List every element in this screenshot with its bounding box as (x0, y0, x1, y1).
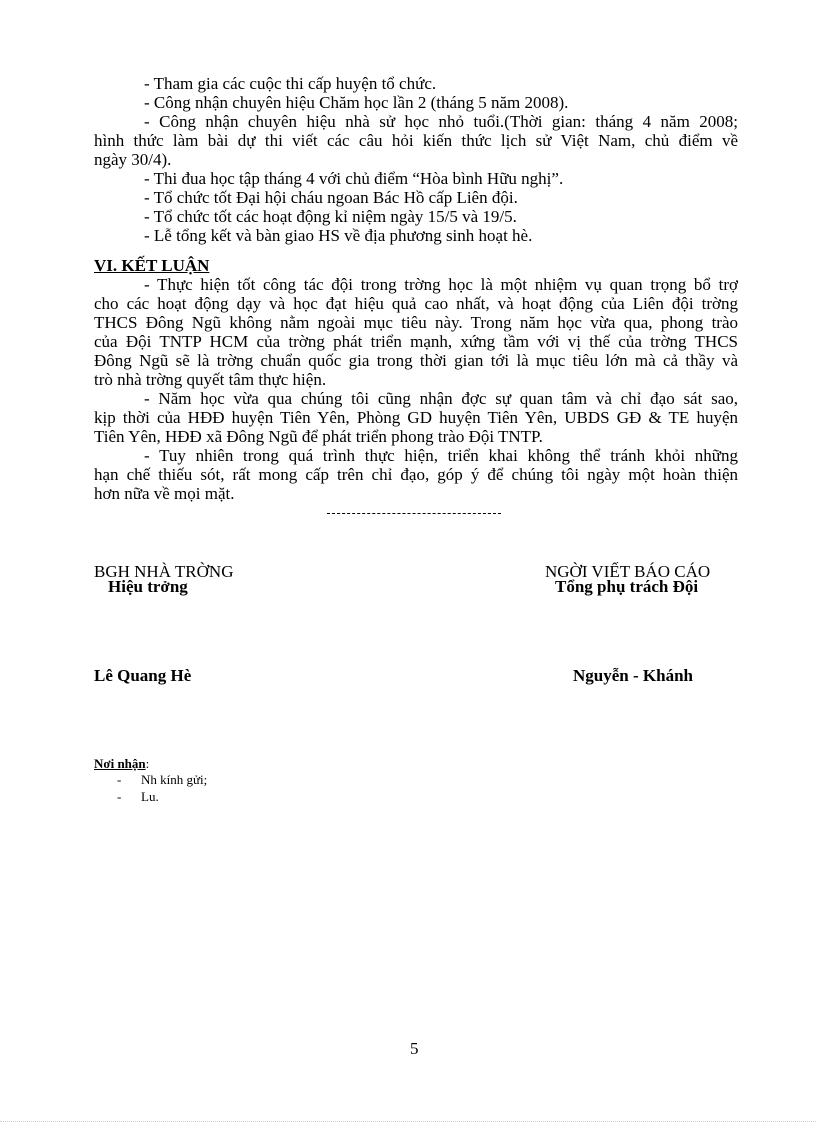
signature-left-title: Hiệu trởng (108, 577, 188, 596)
activity-item: - Công nhận chuyên hiệu Chăm học lần 2 (tháng 5 năm 2008). (144, 93, 569, 112)
conclusion-line: - Tuy nhiên trong quá trình thực hiện, triển khai không thể tránh khỏi những (144, 446, 738, 465)
conclusion-line: hạn chế thiếu sót, rất mong cấp trên chỉ đạo, góp ý để chúng tôi ngày một hoàn thiện (94, 465, 738, 484)
activity-item: - Tham gia các cuộc thi cấp huyện tổ chức. (144, 74, 437, 93)
activity-item: - Tổ chức tốt các hoạt động kỉ niệm ngày 15/5 và 19/5. (144, 207, 517, 226)
signature-right-org: NGỜI VIẾT BÁO CÁO (545, 562, 711, 581)
conclusion-line: kịp thời của HĐĐ huyện Tiên Yên, Phòng GD huyện Tiên Yên, UBDS GĐ & TE huyện (94, 408, 738, 427)
recipients-label: Nơi nhận (94, 756, 146, 771)
conclusion-line: trò nhà trờng quyết tâm thực hiện. (94, 370, 327, 389)
activity-item: - Thi đua học tập tháng 4 với chủ điểm “Hòa bình Hữu nghị”. (144, 169, 564, 188)
recipients-heading (94, 756, 149, 771)
activity-item: - Công nhận chuyên hiệu nhà sử học nhỏ tuổi.(Thời gian: tháng 4 năm 2008; (144, 112, 738, 131)
activity-item-continued: ngày 30/4). (94, 150, 172, 169)
section-divider (327, 513, 501, 514)
conclusion-line: hơn nữa về mọi mặt. (94, 484, 235, 503)
recipients-colon: : (145, 756, 150, 771)
recipient-dash: - (117, 789, 122, 804)
page-number: 5 (410, 1039, 419, 1058)
page-bottom-border (0, 1121, 816, 1122)
conclusion-line: Đông Ngũ sẽ là trờng chuẩn quốc gia trong thời gian tới là mục tiêu lớn mà cả thầy và (94, 351, 738, 370)
section-heading: VI. KẾT LUẬN (94, 256, 210, 275)
signature-left-org: BGH NHÀ TRỜNG (94, 562, 234, 581)
recipient-text: Lu. (141, 789, 159, 804)
conclusion-line: của Đội TNTP HCM của trờng phát triển mạnh, xứng tầm với vị thế của trờng THCS (94, 332, 738, 351)
signature-left-name: Lê Quang Hè (94, 666, 192, 685)
recipient-text: Nh kính gửi; (141, 772, 208, 787)
conclusion-line: - Năm học vừa qua chúng tôi cũng nhận đợc sự quan tâm và chỉ đạo sát sao, (144, 389, 738, 408)
activity-item-continued: hình thức làm bài dự thi viết các câu hỏi kiến thức lịch sử Việt Nam, chủ điểm về (94, 131, 738, 150)
recipient-dash: - (117, 772, 122, 787)
activity-item: - Lễ tổng kết và bàn giao HS về địa phương sinh hoạt hè. (144, 226, 533, 245)
recipient-item (117, 789, 121, 804)
recipient-item (117, 772, 121, 787)
conclusion-line: - Thực hiện tốt công tác đội trong trờng học là một nhiệm vụ quan trọng bổ trợ (144, 275, 738, 294)
conclusion-line: THCS Đông Ngũ không nằm ngoài mục tiêu này. Trong năm học vừa qua, phong trào (94, 313, 738, 332)
conclusion-line: Tiên Yên, HĐĐ xã Đông Ngũ để phát triển phong trào Đội TNTP. (94, 427, 543, 446)
signature-right-name: Nguyễn - Khánh (573, 666, 693, 685)
activity-item: - Tổ chức tốt Đại hội cháu ngoan Bác Hồ cấp Liên đội. (144, 188, 518, 207)
conclusion-line: cho các hoạt động dạy và học đạt hiệu quả cao nhất, và hoạt động của Liên đội trờng (94, 294, 738, 313)
signature-right-title: Tổng phụ trách Đội (555, 577, 699, 596)
